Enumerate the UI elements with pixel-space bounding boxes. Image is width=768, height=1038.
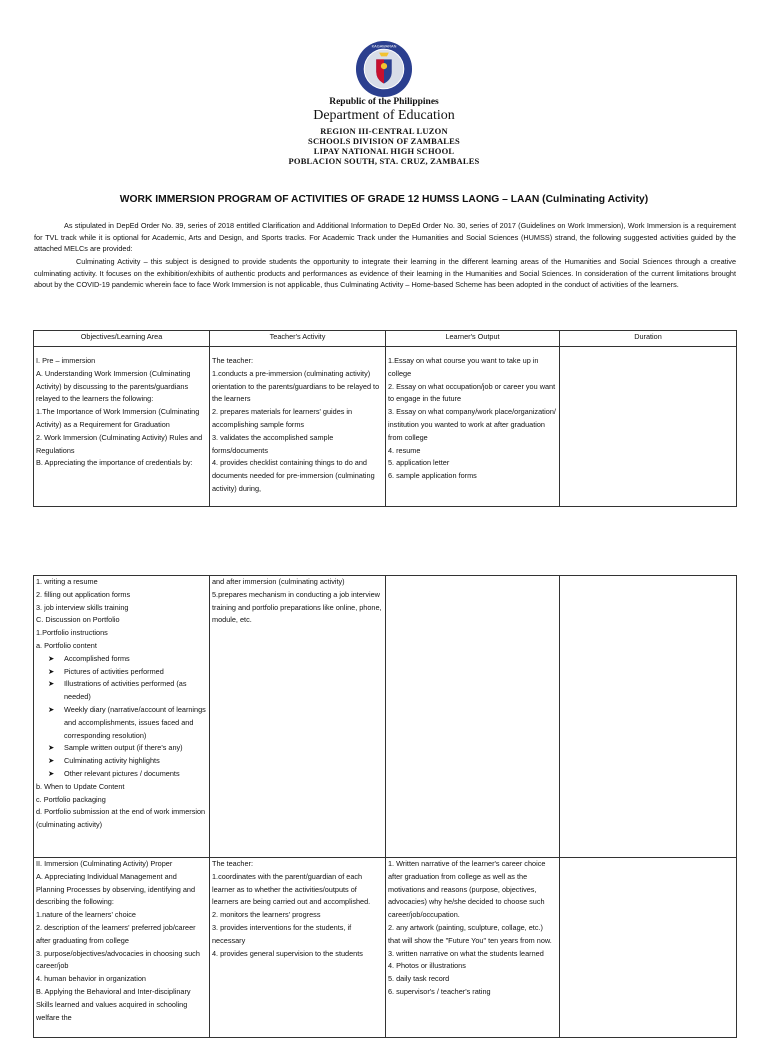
portfolio-item: ➤ Pictures of activities performed xyxy=(36,666,207,679)
list-item: 4. resume xyxy=(388,445,421,455)
svg-text:KAGAWARAN: KAGAWARAN xyxy=(371,44,397,49)
list-item: 1.Essay on what course you want to take up in college xyxy=(388,356,539,378)
list-item: C. Discussion on Portfolio xyxy=(36,615,120,625)
portfolio-item: ➤ Other relevant pictures / documents xyxy=(36,768,207,781)
list-item: 3. validates the accomplished sample forms/documents xyxy=(212,432,334,455)
intro-paragraph: As stipulated in DepEd Order No. 39, series of 2018 entitled Clarification and Additional Information to DepEd Order No. 30, series of 2017 (Guidelines on Work Immersion), Work Immersion is a requirement for TVL track while it is optional for Academic, Arts and Design, and Sports tracks. For Academic Track under the Humanities and Social Sciences (HUMSS) strand, the following suggested activities guided by the attached MELCs are provided: xyxy=(34,221,736,254)
list-item: The teacher: xyxy=(212,859,253,868)
list-item: 5.prepares mechanism in conducting a job interview training and portfolio preparations like online, phone, module, etc. xyxy=(212,589,382,625)
list-item: 1. Written narrative of the learner's career choice after graduation from college as well as the motivations and reasons (purpose, objectives, advocacies) why he/she decided to choose such career/job/occupation. xyxy=(388,859,546,920)
list-item: I. Pre – immersion xyxy=(36,356,96,365)
duration-cell xyxy=(560,858,737,1038)
list-item: 2. prepares materials for learners' guides in accomplishing sample forms xyxy=(212,407,353,429)
duration-cell xyxy=(560,347,737,507)
duration-cell xyxy=(560,576,737,858)
learner-output-cell xyxy=(386,347,560,507)
activities-table-page2 xyxy=(33,575,737,1038)
list-item: b. When to Update Content xyxy=(36,781,125,791)
portfolio-item: ➤ Accomplished forms xyxy=(36,653,207,666)
list-item: c. Portfolio packaging xyxy=(36,794,106,804)
header-duration: Duration xyxy=(560,331,737,347)
list-item: II. Immersion (Culminating Activity) Proper xyxy=(36,859,173,868)
list-item: 5. daily task record xyxy=(388,974,450,984)
learner-output-cell xyxy=(386,576,560,858)
portfolio-item: ➤ Culminating activity highlights xyxy=(36,755,207,768)
address-line: POBLACION SOUTH, STA. CRUZ, ZAMBALES xyxy=(288,156,480,166)
list-item: 1.nature of the learners' choice xyxy=(36,910,136,920)
list-item: 5. application letter xyxy=(388,458,450,468)
list-item: 2. any artwork (painting, sculpture, collage, etc.) that will show the "Future You" ten years from now. xyxy=(388,922,552,945)
portfolio-item: ➤ Illustrations of activities performed (as needed) xyxy=(36,678,207,704)
teacher-activity-cell xyxy=(210,347,386,507)
objectives-cell xyxy=(34,576,210,858)
teacher-activity-cell xyxy=(210,858,386,1038)
list-item: 4. Photos or illustrations xyxy=(388,961,466,971)
culminating-paragraph: Culminating Activity – this subject is designed to provide students the opportunity to integrate their learning in the different learning areas of the Humanities and Social Sciences through a creative culminating activity. It focuses on the exhibition/exhibits of authentic products and performances as evidence of their learning in the Humanities and Social Sciences. In consideration of the current limitations brought about by the COVID-19 pandemic wherein face to face Work Immersion is not applicable, thus Culminating Activity – Home-based Scheme has been adopted in the conduct of activities of the learners. xyxy=(34,257,736,290)
header-learner-output: Learner's Output xyxy=(386,331,560,347)
list-item: 3. job interview skills training xyxy=(36,602,129,612)
list-item: 2. Essay on what occupation/job or career you want to engage in the future xyxy=(388,381,556,404)
list-item: 4. provides general supervision to the students xyxy=(212,948,363,958)
list-item: 1.Portfolio instructions xyxy=(36,628,108,638)
list-item: 1. writing a resume xyxy=(36,577,98,586)
list-item: 2. Work Immersion (Culminating Activity) Rules and Regulations xyxy=(36,432,203,455)
list-item: 1.conducts a pre-immersion (culminating activity) orientation to the parents/guardians to be relayed to the learners xyxy=(212,368,380,404)
republic-line: Republic of the Philippines xyxy=(329,97,439,107)
list-item: 1.coordinates with the parent/guardian of each learner as to whether the activities/outputs of learners are being carried out and accomplished. xyxy=(212,871,371,907)
learner-output-cell xyxy=(386,858,560,1038)
objectives-cell xyxy=(34,347,210,507)
list-item: 3. provides interventions for the students, if necessary xyxy=(212,922,352,945)
list-item: d. Portfolio submission at the end of work immersion (culminating activity) xyxy=(36,807,206,830)
list-item: The teacher: xyxy=(212,356,253,365)
deped-seal-logo xyxy=(355,40,413,98)
list-item: 3. purpose/objectives/advocacies in choosing such career/job xyxy=(36,948,200,971)
list-item: B. Appreciating the importance of credentials by: xyxy=(36,458,193,468)
portfolio-item: ➤ Sample written output (if there's any) xyxy=(36,742,207,755)
list-item: A. Understanding Work Immersion (Culminating Activity) by discussing to the parents/guardians relayed to the learners the following: xyxy=(36,368,191,404)
list-item: 2. monitors the learners' progress xyxy=(212,910,321,920)
document-title: WORK IMMERSION PROGRAM OF ACTIVITIES OF GRADE 12 HUMSS LAONG – LAAN (Culminating Activity) xyxy=(119,194,649,205)
list-item: 6. supervisor's / teacher's rating xyxy=(388,986,491,996)
activities-table-page1 xyxy=(33,330,737,507)
list-item: 4. provides checklist containing things to do and documents needed for pre-immersion (culminating activity) during, xyxy=(212,458,375,493)
school-line: LIPAY NATIONAL HIGH SCHOOL xyxy=(313,146,455,156)
list-item: 3. Essay on what company/work place/organization/ institution you wanted to work at after graduation from college xyxy=(388,407,556,442)
objectives-cell xyxy=(34,858,210,1038)
list-item: A. Appreciating Individual Management and Planning Processes by observing, identifying and describing the following: xyxy=(36,871,196,907)
header-objectives: Objectives/Learning Area xyxy=(34,331,210,347)
list-item: and after immersion (culminating activity) xyxy=(212,577,345,586)
list-item: 1.The Importance of Work Immersion (Culminating Activity) as a Requirement for Graduation xyxy=(36,407,200,429)
list-item: B. Applying the Behavioral and Inter-disciplinary Skills learned and values acquired in schooling welfare the xyxy=(36,986,191,1022)
portfolio-item: ➤ Weekly diary (narrative/account of learnings and accomplishments, issues faced and corresponding resolution) xyxy=(36,704,207,742)
list-item: 2. filling out application forms xyxy=(36,589,131,599)
list-item: 2. description of the learners' preferred job/career after graduating from college xyxy=(36,922,196,945)
list-item: 4. human behavior in organization xyxy=(36,974,146,984)
department-name: Department of Education xyxy=(313,108,455,123)
list-item: 3. written narrative on what the students learned xyxy=(388,948,544,958)
region-line: REGION III-CENTRAL LUZON xyxy=(320,126,448,136)
list-item: 6. sample application forms xyxy=(388,471,477,481)
teacher-activity-cell xyxy=(210,576,386,858)
division-line: SCHOOLS DIVISION OF ZAMBALES xyxy=(308,136,460,146)
header-teacher-activity: Teacher's Activity xyxy=(210,331,386,347)
list-item: a. Portfolio content xyxy=(36,640,97,650)
